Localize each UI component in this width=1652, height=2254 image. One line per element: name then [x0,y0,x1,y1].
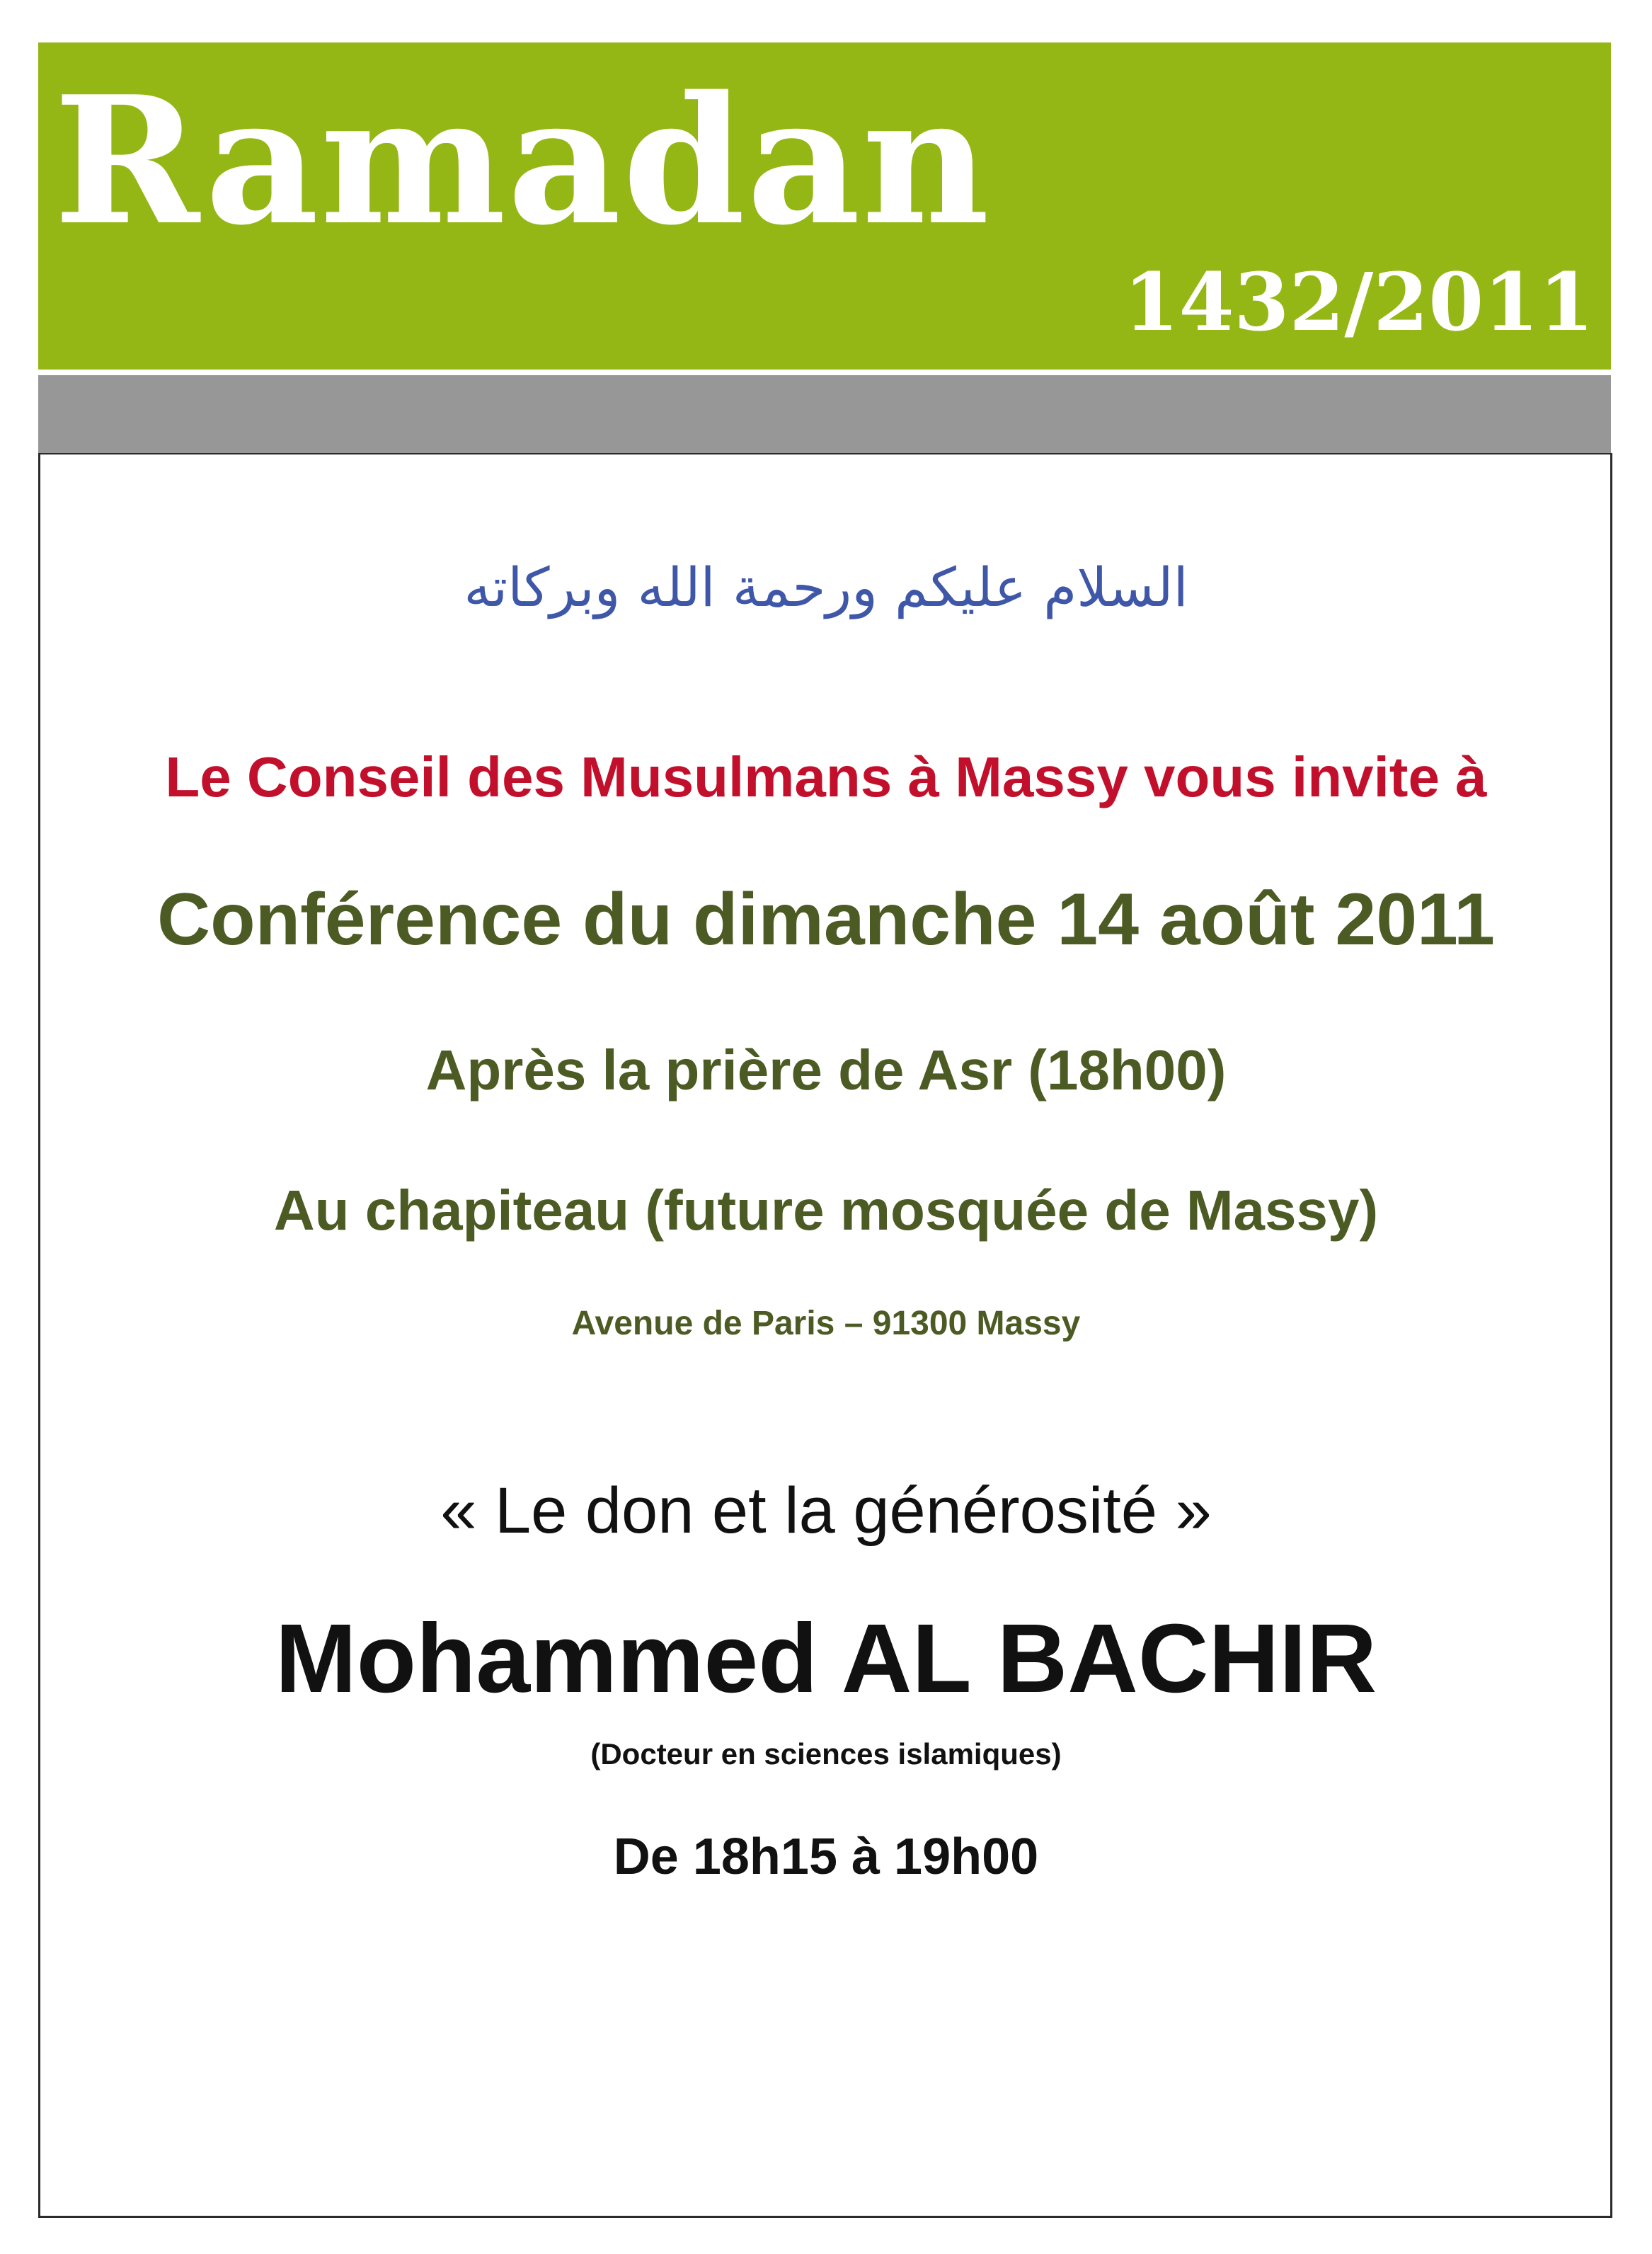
invitation-line: Le Conseil des Musulmans à Massy vous invite à [165,745,1487,808]
conference-topic: « Le don et la générosité » [440,1475,1212,1547]
address: Avenue de Paris – 91300 Massy [571,1305,1081,1342]
header-banner [38,42,1611,370]
banner-year: 1432/2011 [1123,256,1594,349]
venue: Au chapiteau (future mosquée de Massy) [273,1179,1379,1242]
speaker-title: (Docteur en sciences islamiques) [590,1737,1062,1770]
banner-divider [38,370,1611,375]
arabic-greeting: السلام عليكم ورحمة الله وبركاته [464,556,1188,619]
prayer-time: Après la prière de Asr (18h00) [425,1039,1227,1102]
schedule: De 18h15 à 19h00 [613,1829,1039,1885]
gray-band [38,375,1611,454]
conference-date: Conférence du dimanche 14 août 2011 [157,879,1495,961]
speaker-name: Mohammed AL BACHIR [275,1604,1377,1713]
banner-title: Ramadan [54,58,991,264]
